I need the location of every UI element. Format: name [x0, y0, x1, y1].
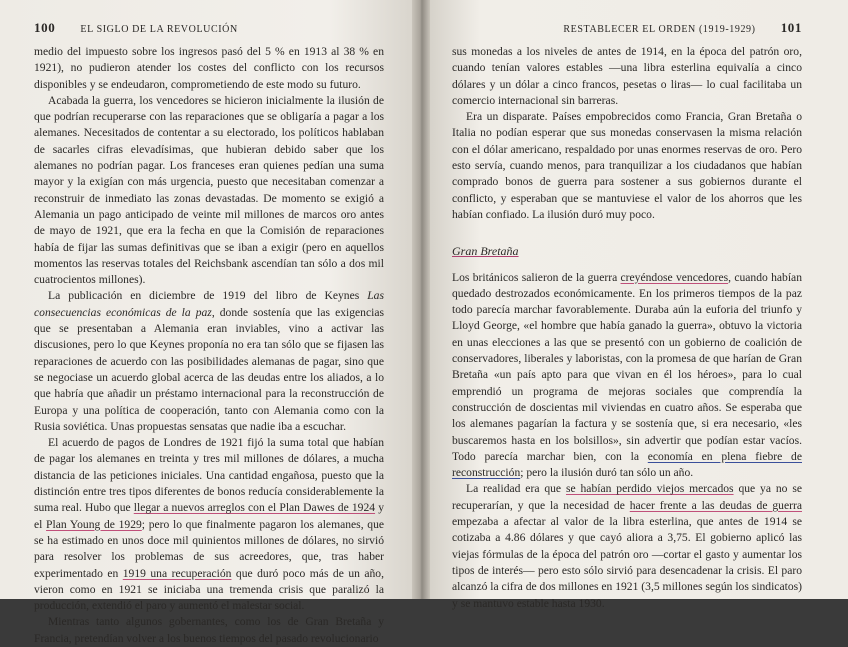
left-running-head	[34, 20, 384, 36]
highlight-fiebre-reconstruccion: economía en plena fiebre de reconstrucción	[452, 449, 802, 480]
rp3-text-a: Los británicos salieron de la guerra	[452, 270, 621, 284]
rp4-text-c: empezaba a afectar al valor de la libra esterlina, que antes de 1914 se cotizaba a 4.86 dólares y que cayó aliora a 3,75. El gobierno aplicó las viejas fórmulas de la época del patrón oro —cortar el gasto y aumentar los tipos de interés— pero esto sólo sirvió para desencadenar la crisis. El paro alcanzó la cifra de dos millones en 1921 (3,5 millones según los sindicatos) y se mantuvo estable hasta 1930.	[452, 515, 802, 610]
rp4-text-a: La realidad era que	[466, 482, 566, 496]
right-paragraph-2: Era un disparate. Países empobrecidos como Francia, Gran Bretaña o Italia no podían esperar que sus monedas conservasen la misma relación con el dólar americano, respaldado por unas enormes reservas de oro. Pero esto servía, cuando menos, para tranquilizar a los ciudadanos que habían comprado bonos de guerra para sostener a sus gobiernos durante el conflicto, y esperaban que se mantuviese el valor de los ahorros que les habían confiado. La ilusión duró muy poco.	[452, 110, 802, 221]
right-text-block	[452, 44, 802, 612]
highlight-recuperacion: 1919 una recuperación	[122, 566, 232, 580]
left-running-head-title: EL SIGLO DE LA REVOLUCIÓN	[80, 24, 238, 35]
section-title-gran-bretana: Gran Bretaña	[452, 244, 519, 259]
highlight-creyendose-vencedores: creyéndose vencedores	[620, 270, 729, 284]
right-page	[430, 0, 848, 610]
right-paragraph-1: sus monedas a los niveles de antes de 1914, en la época del patrón oro, cuando tenían valores estables —una libra esterlina equivalía a cinco dólares y un dólar a cinco francos, pesetas o liras— lo cual facilitaba un comercio internacional sin barreras.	[452, 45, 802, 107]
book-gutter	[412, 0, 430, 599]
left-page	[0, 0, 412, 645]
right-paragraph-4	[452, 481, 802, 611]
left-paragraph-5: Mientras tanto algunos gobernantes, como los de Gran Bretaña y Francia, pretendían volver a los buenos tiempos del pasado revolucionario	[34, 615, 384, 645]
left-paragraph-1: medio del impuesto sobre los ingresos pasó del 5 % en 1913 al 38 % en 1921), no pudieron atender los costes del conflicto con los recursos disponibles y se endeudaron, comprometiendo de este modo su futuro.	[34, 45, 384, 91]
left-paragraph-3	[34, 288, 384, 435]
rp3-text-b: , cuando habían quedado destrozados económicamente. En los primeros tiempos de la paz todo parecía marchar favorablemente. Duraba aún la euforia del triunfo y Lloyd George, «el hombre que había ganado la guerra», obtuvo la victoria en unas elecciones a las que se presentó con un gobierno de coalición de conservadores, liberales y laboristas, con la promesa de que harían de Gran Bretaña «un país apto para que vivan en él los héroes», para lo cual emprendió un programa de mejoras sociales que comprendía la construcción de doscientas mil viviendas en cuatro años. Se esperaba que los alemanes pagarían la factura y se sostenía que, si era necesario, «les buscaremos hasta en los bolsillos», sin advertir que podían estar vacíos. Todo parecía marchar bien, con la	[452, 270, 803, 463]
left-paragraph-2: Acabada la guerra, los vencedores se hicieron inicialmente la ilusión de que podrían recuperarse con las reparaciones que se obligaría a pagar a los alemanes. Necesitados de contentar a su electorado, los políticos hablaban de sacarles cifras elevadísimas, que hubieran debido saber que los alemanes no podrían pagar. Los franceses eran quienes pedían una suma mayor y la exigían con más urgencia, puesto que necesitaban comenzar a reconstruir de inmediato las zonas devastadas. De momento se exigió a Alemania un pago anticipado de veinte mil millones de marcos oro antes de mayo de 1921, que era la fecha en que la Comisión de reparaciones había de fijar las sumas definitivas que se iban a exigir (pero en aquellos momentos las reservas totales del Reichsbank ascendían tan sólo a dos mil cuatrocientos millones).	[34, 93, 384, 287]
p4-text-d: que duró poco más de un año, vieron como en 1921 se iniciaba una tremenda crisis que paralizó la producción, extendió el paro y aumentó el malestar social.	[34, 566, 384, 613]
right-paragraph-3	[452, 270, 802, 482]
right-running-head-title: RESTABLECER EL ORDEN (1919-1929)	[563, 24, 756, 35]
rp4-text-b: que ya no se recuperarían, y que la necesidad de	[452, 482, 802, 512]
p3-text-b: , donde sostenía que las exigencias que se presentaban a Alemania eran inviables, vino a activar las discusiones, pero lo que Keynes proponía no era tan sólo que se fijasen las reparaciones de acuerdo con las posibilidades alemanas de pagar, sino que se negociase un acuerdo global acerca de las deudas entre los aliados, a lo que habría que añadir un préstamo internacional para la reconstrucción de Europa y una política de cooperación, tanto con Alemania como con la Rusia soviética. Unas propuestas sensatas que nadie iba a escuchar.	[34, 305, 384, 433]
left-paragraph-4	[34, 435, 384, 614]
p4-text-b: y el	[34, 501, 384, 531]
p4-text-c: ; pero lo que finalmente pagaron los alemanes, que se ha estimado en unos doce mil quinientos millones de dólares, no sirvió para resolver los problemas de sus acreedores, que, tras haber experimentado en	[34, 517, 385, 580]
p4-text-a: El acuerdo de pagos de Londres de 1921 fijó la suma total que habían de pagar los alemanes en treinta y tres mil millones de dólares, a mucha distancia de las peticiones iniciales. Una cantidad engañosa, puesto que la distinción entre tres tipos diferentes de bonos reducía considerablemente la suma real. Hubo que	[34, 436, 384, 515]
highlight-viejos-mercados: se habían perdido viejos mercados	[565, 482, 734, 496]
right-running-head	[452, 20, 802, 36]
left-text-block	[34, 44, 384, 647]
highlight-plan-dawes: llegar a nuevos arreglos con el Plan Dawes de 1924	[133, 501, 376, 515]
rp3-text-c: ; pero la ilusión duró tan sólo un año.	[520, 466, 694, 480]
left-page-number: 100	[34, 20, 56, 35]
p3-text-a: La publicación en diciembre de 1919 del libro de Keynes	[48, 289, 368, 303]
highlight-plan-young: Plan Young de 1929	[46, 517, 142, 531]
highlight-deudas-guerra: hacer frente a las deudas de guerra	[629, 498, 802, 512]
keynes-book-title: Las consecuencias económicas de la paz	[34, 289, 384, 319]
right-page-number: 101	[780, 20, 802, 35]
